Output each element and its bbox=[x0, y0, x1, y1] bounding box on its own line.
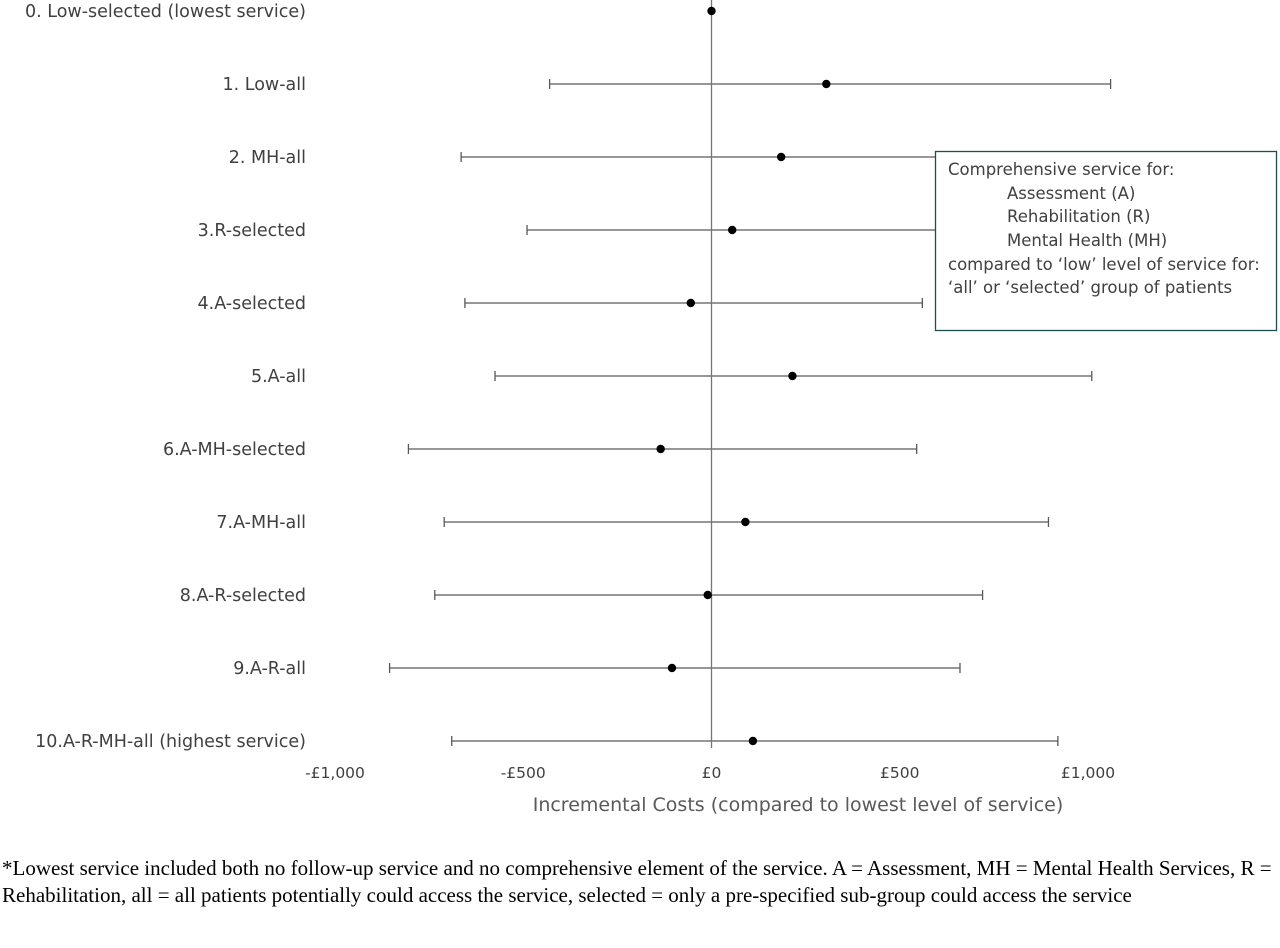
x-tick-label: £1,000 bbox=[1060, 764, 1116, 782]
legend-box bbox=[936, 152, 1277, 331]
row-label: 8.A-R-selected bbox=[179, 586, 306, 606]
point-estimate bbox=[707, 7, 715, 15]
row-label: 7.A-MH-all bbox=[216, 513, 306, 533]
legend-item: Rehabilitation (R) bbox=[1007, 207, 1151, 226]
legend-item: Mental Health (MH) bbox=[1007, 231, 1168, 250]
point-estimate bbox=[741, 518, 749, 526]
x-tick-label: £500 bbox=[880, 764, 920, 782]
row-label: 6.A-MH-selected bbox=[162, 440, 306, 460]
x-tick-label: -£500 bbox=[500, 764, 546, 782]
x-tick-label: -£1,000 bbox=[305, 764, 365, 782]
row-labels bbox=[25, 2, 306, 752]
row-label: 1. Low-all bbox=[222, 75, 306, 95]
row-label: 5.A-all bbox=[250, 367, 306, 387]
point-estimate bbox=[822, 80, 830, 88]
row-label: 10.A-R-MH-all (highest service) bbox=[35, 732, 306, 752]
legend-footer-line: ‘all’ or ‘selected’ group of patients bbox=[948, 278, 1233, 297]
row-label: 2. MH-all bbox=[228, 148, 306, 168]
x-axis-label: Incremental Costs (compared to lowest level of service) bbox=[532, 794, 1064, 816]
x-axis-tick-labels bbox=[305, 764, 1115, 782]
row-label: 3.R-selected bbox=[197, 221, 306, 241]
legend-item: Assessment (A) bbox=[1007, 184, 1136, 203]
row-label: 0. Low-selected (lowest service) bbox=[25, 2, 306, 22]
point-estimate bbox=[728, 226, 736, 234]
footnote: *Lowest service included both no follow-up service and no comprehensive element of the service. A = Assessment, MH = Mental Health Services, R = Rehabilitation, all = all patients potentially could access the service, selected = only a pre-specified sub-group could access the service bbox=[2, 856, 1272, 907]
point-estimate bbox=[704, 591, 712, 599]
x-tick-label: £0 bbox=[701, 764, 722, 782]
row-label: 9.A-R-all bbox=[233, 659, 306, 679]
point-estimate bbox=[749, 737, 757, 745]
legend-title: Comprehensive service for: bbox=[948, 160, 1175, 179]
point-estimate bbox=[687, 299, 695, 307]
legend-footer-line: compared to ‘low’ level of service for: bbox=[948, 255, 1260, 274]
point-estimate bbox=[777, 153, 785, 161]
row-label: 4.A-selected bbox=[197, 294, 306, 314]
point-estimate bbox=[788, 372, 796, 380]
point-estimate bbox=[668, 664, 676, 672]
point-estimate bbox=[656, 445, 664, 453]
